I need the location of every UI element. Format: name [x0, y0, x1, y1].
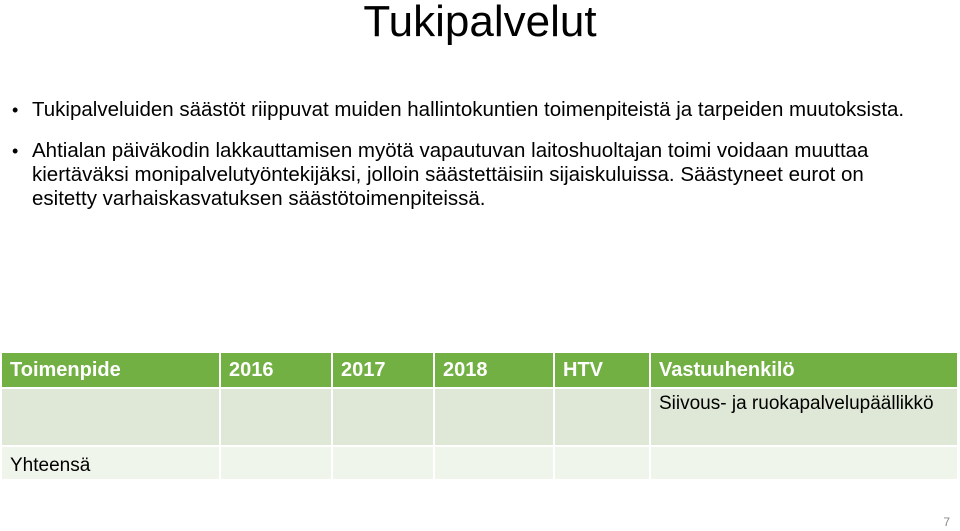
bullet-text: Tukipalveluiden säästöt riippuvat muiden hallintokuntien toimenpiteistä ja tarpeiden muutoksista.: [32, 98, 905, 121]
header-2016: 2016: [220, 353, 332, 388]
table-cell: [434, 388, 554, 446]
table-cell: [220, 446, 332, 480]
table-cell: [332, 388, 434, 446]
bullet-item: [12, 139, 912, 211]
table-header-row: [2, 353, 958, 388]
header-2017: 2017: [332, 353, 434, 388]
bullet-list: [12, 98, 912, 228]
bullet-dot-icon: •: [12, 100, 19, 120]
bullet-dot-icon: •: [12, 141, 19, 161]
header-vastuuhenkilo: Vastuuhenkilö: [650, 353, 958, 388]
table-cell: Siivous- ja ruokapalvelupäällikkö: [650, 388, 958, 446]
table-cell: [332, 446, 434, 480]
table-cell: [650, 446, 958, 480]
table-cell: [434, 446, 554, 480]
slide-title: Tukipalvelut: [363, 0, 597, 46]
table-cell: [2, 388, 220, 446]
header-toimenpide: Toimenpide: [2, 353, 220, 388]
table-cell: [554, 446, 650, 480]
table-cell: [554, 388, 650, 446]
header-htv: HTV: [554, 353, 650, 388]
table-cell: [220, 388, 332, 446]
table-row: [2, 388, 958, 446]
summary-table: [2, 353, 959, 481]
bullet-text: Ahtialan päiväkodin lakkauttamisen myötä vapautuvan laitoshuoltajan toimi voidaan muuttaa kiertäväksi monipalvelutyöntekijäksi, jolloin säästettäisiin sijaiskuluissa. Säästyneet eurot on esitetty varhaiskasvatuksen säästötoimenpiteissä.: [32, 139, 869, 210]
table-cell-total-label: Yhteensä: [2, 446, 220, 480]
bullet-item: [12, 98, 912, 122]
table-row: [2, 446, 958, 480]
header-2018: 2018: [434, 353, 554, 388]
page-number: 7: [943, 515, 950, 529]
